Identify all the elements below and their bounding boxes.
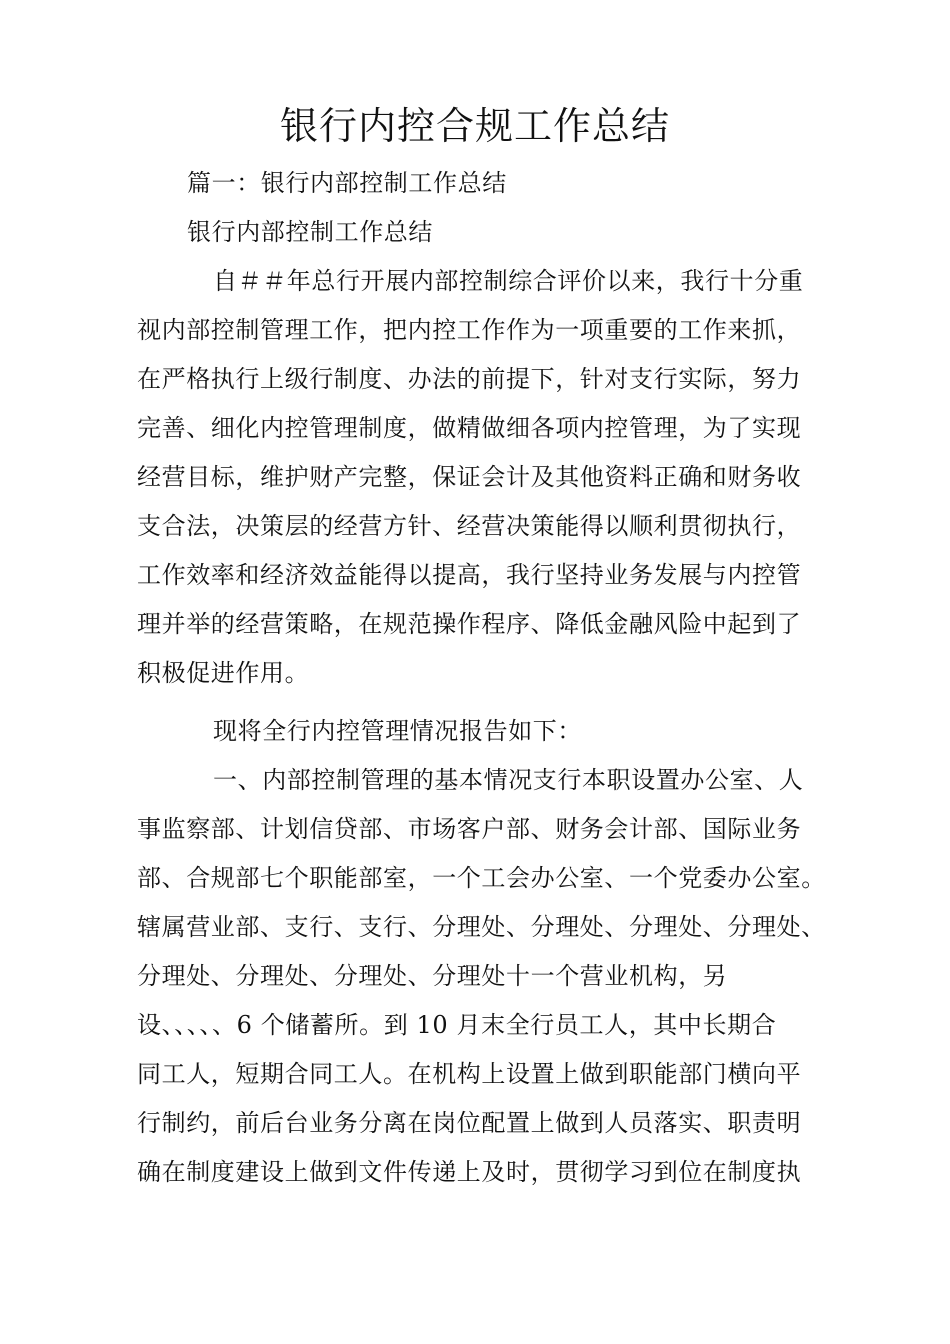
paragraph-line: 同工人，短期合同工人。在机构上设置上做到职能部门横向平 (137, 1060, 802, 1088)
paragraph-line: 在严格执行上级行制度、办法的前提下，针对支行实际，努力 (137, 365, 802, 393)
article-heading: 篇一：银行内部控制工作总结 (187, 169, 507, 197)
paragraph-line: 设、、、、、6 个储蓄所。到 10 月末全行员工人，其中长期合 (137, 1011, 777, 1039)
paragraph-line: 一、内部控制管理的基本情况支行本职设置办公室、人 (213, 766, 804, 794)
document-title: 银行内控合规工作总结 (279, 104, 670, 148)
paragraph-line: 现将全行内控管理情况报告如下： (213, 717, 582, 745)
paragraph-line: 行制约，前后台业务分离在岗位配置上做到人员落实、职责明 (137, 1109, 802, 1137)
paragraph-line: 支合法，决策层的经营方针、经营决策能得以顺利贯彻执行， (137, 512, 802, 540)
paragraph-line: 经营目标，维护财产完整，保证会计及其他资料正确和财务收 (137, 463, 802, 491)
paragraph-line: 视内部控制管理工作，把内控工作作为一项重要的工作来抓， (137, 316, 802, 344)
paragraph-line: 工作效率和经济效益能得以提高，我行坚持业务发展与内控管 (137, 561, 802, 589)
paragraph-line: 理并举的经营策略，在规范操作程序、降低金融风险中起到了 (137, 610, 802, 638)
paragraph-line: 完善、细化内控管理制度，做精做细各项内控管理，为了实现 (137, 414, 802, 442)
paragraph-line: 辖属营业部、支行、支行、分理处、分理处、分理处、分理处、 (137, 913, 826, 941)
paragraph-line: 积极促进作用。 (137, 659, 310, 687)
paragraph-line: 确在制度建设上做到文件传递上及时，贯彻学习到位在制度执 (137, 1158, 802, 1186)
paragraph-line: 分理处、分理处、分理处、分理处十一个营业机构，另 (137, 962, 728, 990)
paragraph-line: 事监察部、计划信贷部、市场客户部、财务会计部、国际业务 (137, 815, 802, 843)
paragraph-line: 部、合规部七个职能部室，一个工会办公室、一个党委办公室。 (137, 864, 826, 892)
paragraph-line: 自＃＃年总行开展内部控制综合评价以来，我行十分重 (213, 267, 804, 295)
sub-heading: 银行内部控制工作总结 (187, 218, 433, 246)
